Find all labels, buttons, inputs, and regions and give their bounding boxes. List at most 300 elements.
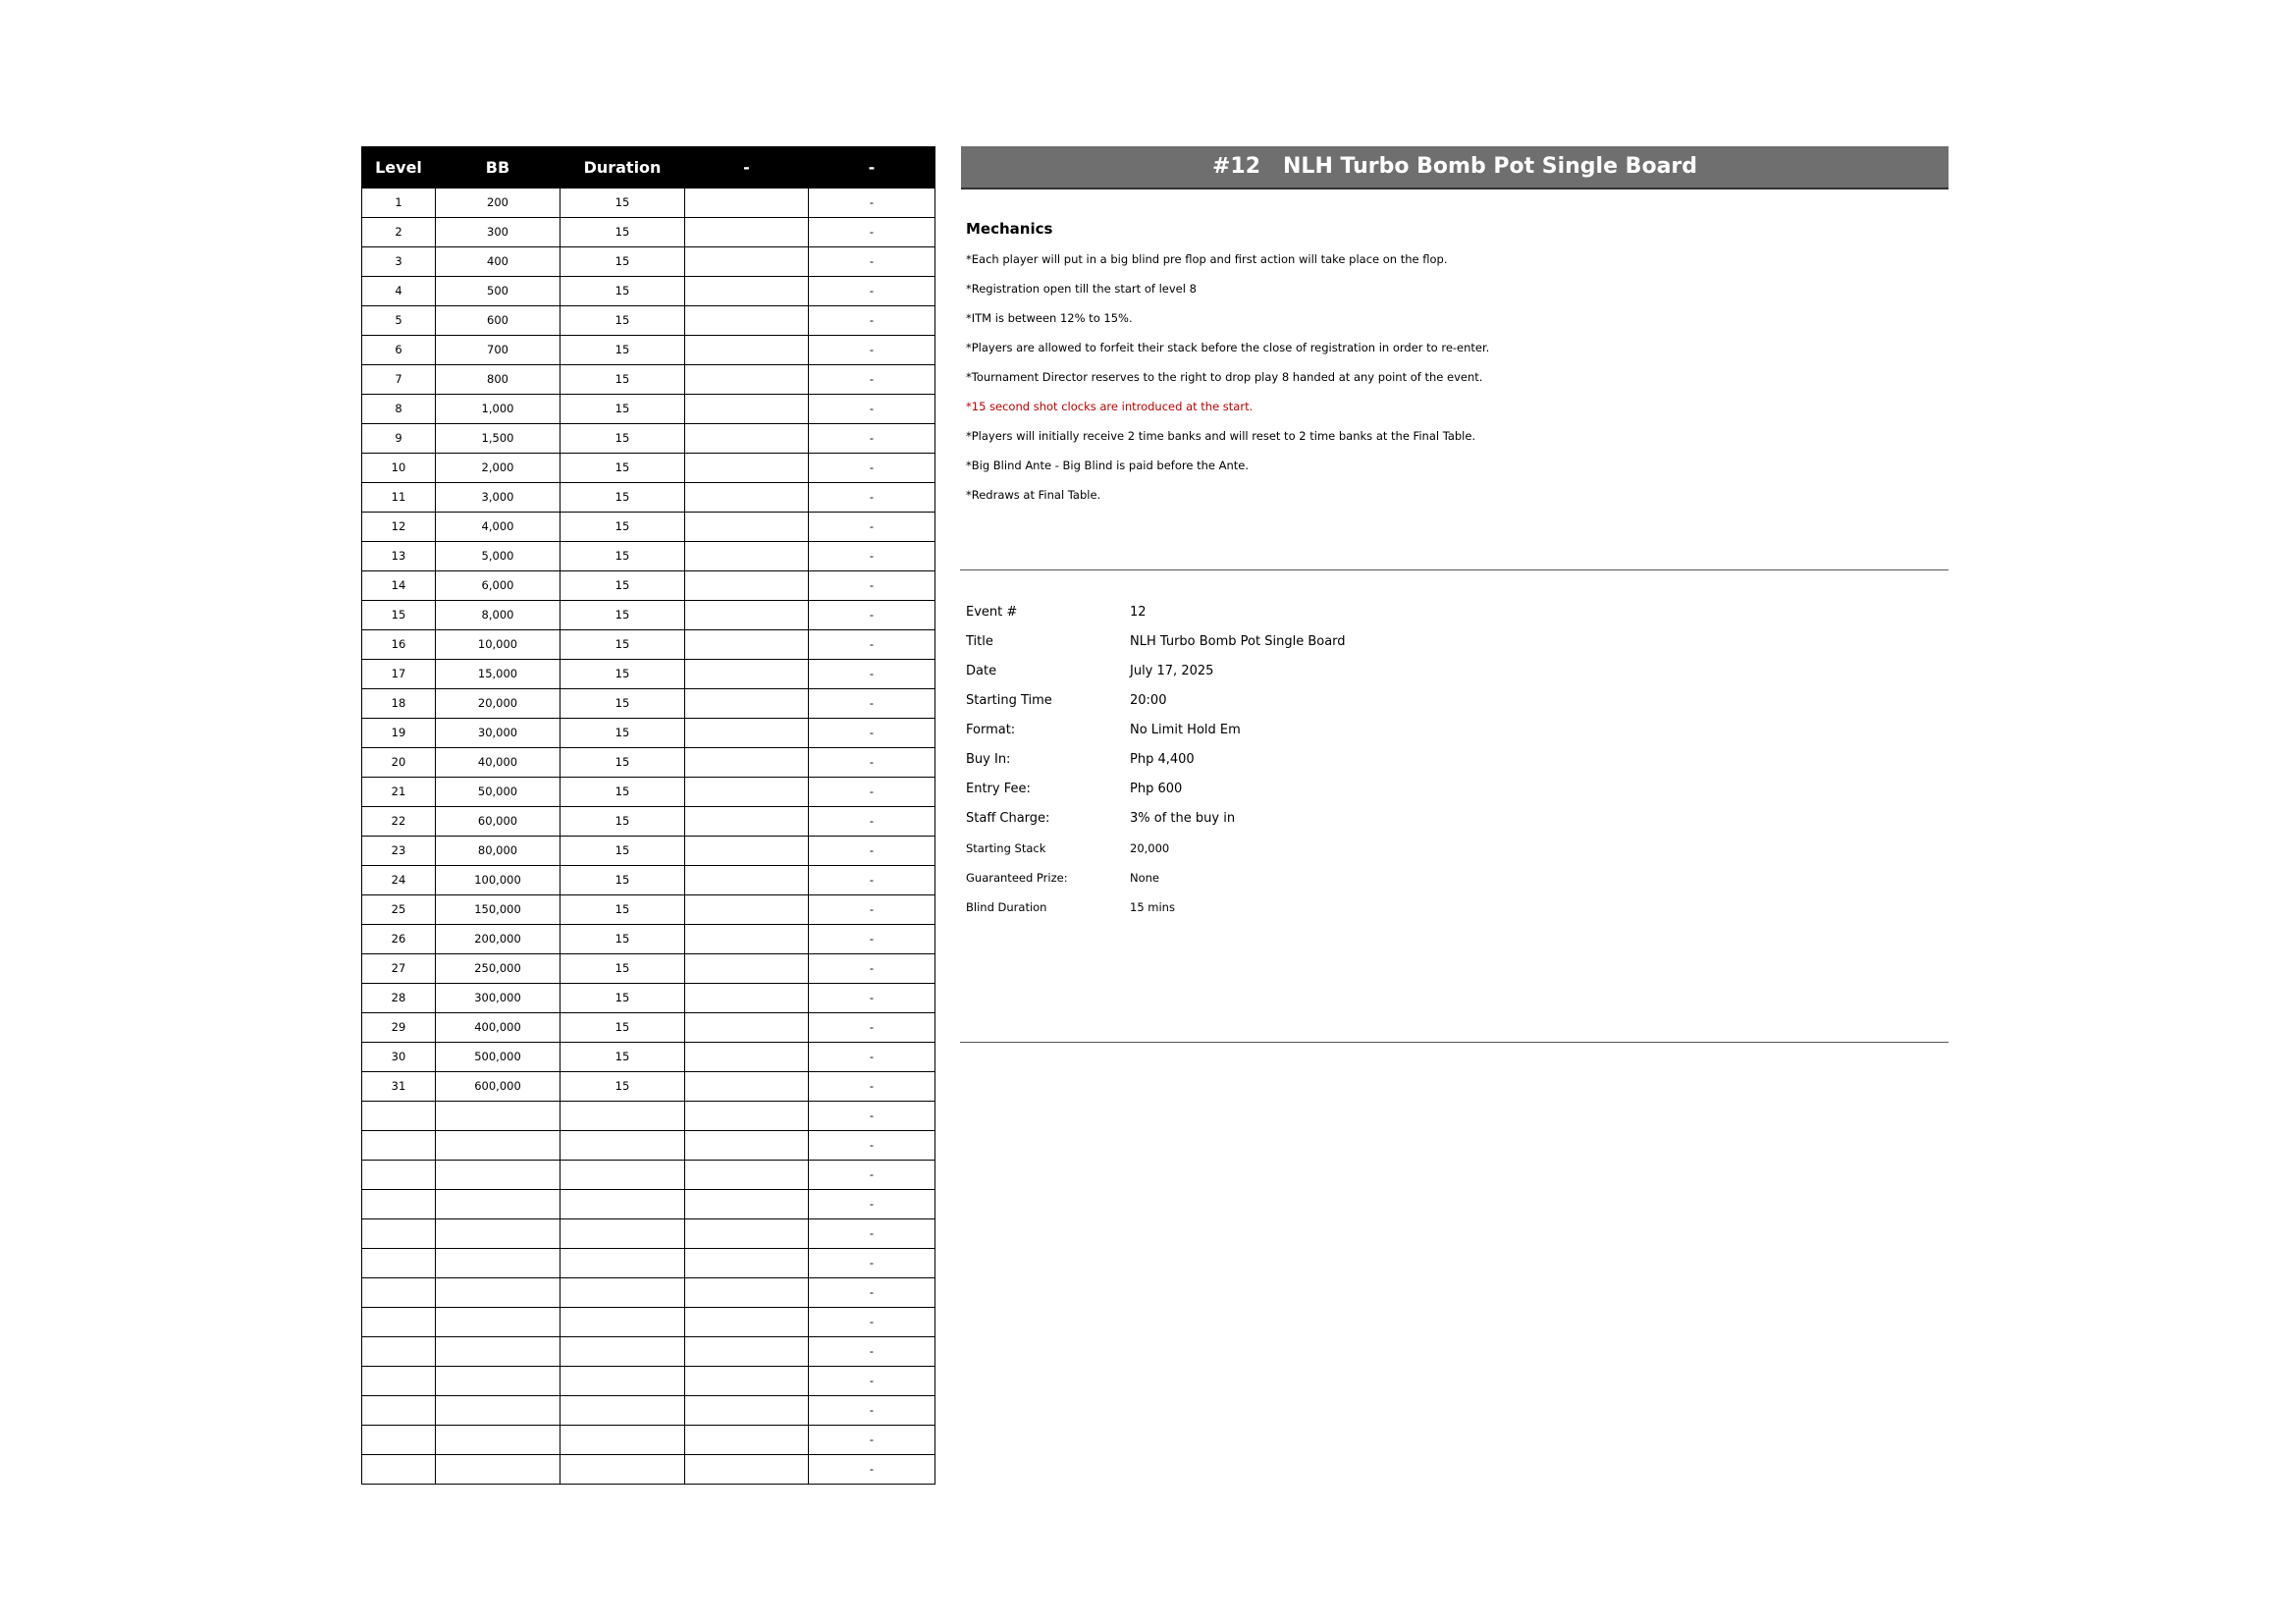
- header-col5: -: [809, 147, 935, 189]
- table-row: [362, 630, 935, 660]
- col4-cell: [685, 1278, 809, 1308]
- detail-value: Php 600: [1130, 782, 1183, 796]
- col5-cell: -: [809, 895, 935, 925]
- detail-row: [966, 840, 1346, 870]
- col5-cell: -: [809, 660, 935, 689]
- col4-cell: [685, 1455, 809, 1485]
- col4-cell: [685, 395, 809, 424]
- table-row: [362, 1426, 935, 1455]
- duration-cell: [561, 1367, 685, 1396]
- table-row: [362, 954, 935, 984]
- col5-cell: -: [809, 1249, 935, 1278]
- bb-cell: 150,000: [436, 895, 561, 925]
- bb-cell: 50,000: [436, 778, 561, 807]
- col4-cell: [685, 1161, 809, 1190]
- col4-cell: [685, 689, 809, 719]
- col5-cell: -: [809, 748, 935, 778]
- duration-cell: 15: [561, 895, 685, 925]
- level-cell: 21: [362, 778, 436, 807]
- detail-label: Starting Stack: [966, 841, 1046, 855]
- mechanics-heading: Mechanics: [966, 220, 1053, 238]
- duration-cell: 15: [561, 454, 685, 483]
- duration-cell: [561, 1131, 685, 1161]
- bb-cell: 200: [436, 189, 561, 218]
- detail-label: Event #: [966, 605, 1018, 620]
- col4-cell: [685, 984, 809, 1013]
- bb-cell: 30,000: [436, 719, 561, 748]
- col5-cell: -: [809, 954, 935, 984]
- duration-cell: 15: [561, 748, 685, 778]
- col4-cell: [685, 189, 809, 218]
- table-row: [362, 1013, 935, 1043]
- level-cell: [362, 1337, 436, 1367]
- col5-cell: -: [809, 601, 935, 630]
- header-level: Level: [362, 147, 436, 189]
- col4-cell: [685, 807, 809, 837]
- col4-cell: [685, 660, 809, 689]
- table-row: [362, 483, 935, 513]
- duration-cell: 15: [561, 601, 685, 630]
- level-cell: 30: [362, 1043, 436, 1072]
- detail-label: Blind Duration: [966, 900, 1047, 914]
- table-row: [362, 601, 935, 630]
- duration-cell: 15: [561, 189, 685, 218]
- mechanics-item: *Registration open till the start of level 8: [966, 282, 1197, 296]
- level-cell: 10: [362, 454, 436, 483]
- col4-cell: [685, 1013, 809, 1043]
- duration-cell: 15: [561, 925, 685, 954]
- bb-cell: [436, 1396, 561, 1426]
- col5-cell: -: [809, 778, 935, 807]
- level-cell: 7: [362, 365, 436, 395]
- table-row: [362, 807, 935, 837]
- col5-cell: -: [809, 1102, 935, 1131]
- detail-row: [966, 634, 1346, 664]
- duration-cell: 15: [561, 483, 685, 513]
- duration-cell: 15: [561, 954, 685, 984]
- duration-cell: [561, 1219, 685, 1249]
- detail-row: [966, 752, 1346, 782]
- level-cell: 24: [362, 866, 436, 895]
- duration-cell: 15: [561, 1072, 685, 1102]
- table-row: [362, 1072, 935, 1102]
- col5-cell: -: [809, 189, 935, 218]
- table-row: [362, 1278, 935, 1308]
- level-cell: 15: [362, 601, 436, 630]
- level-cell: 25: [362, 895, 436, 925]
- table-row: [362, 189, 935, 218]
- table-row: [362, 866, 935, 895]
- level-cell: [362, 1190, 436, 1219]
- table-row: [362, 306, 935, 336]
- col5-cell: -: [809, 1161, 935, 1190]
- level-cell: 19: [362, 719, 436, 748]
- col5-cell: -: [809, 454, 935, 483]
- col5-cell: -: [809, 247, 935, 277]
- col4-cell: [685, 895, 809, 925]
- bb-cell: 100,000: [436, 866, 561, 895]
- table-row: [362, 277, 935, 306]
- level-cell: [362, 1102, 436, 1131]
- col4-cell: [685, 336, 809, 365]
- bb-cell: 800: [436, 365, 561, 395]
- mechanics-item: *Each player will put in a big blind pre flop and first action will take place on the flop.: [966, 252, 1448, 266]
- level-cell: [362, 1426, 436, 1455]
- col4-cell: [685, 1043, 809, 1072]
- detail-row: [966, 605, 1346, 634]
- col4-cell: [685, 778, 809, 807]
- bb-cell: [436, 1131, 561, 1161]
- blind-structure-table: [361, 146, 935, 1485]
- level-cell: 4: [362, 277, 436, 306]
- detail-label: Entry Fee:: [966, 782, 1031, 796]
- col4-cell: [685, 954, 809, 984]
- event-details: [966, 605, 1346, 929]
- table-row: [362, 925, 935, 954]
- table-row: [362, 1455, 935, 1485]
- col4-cell: [685, 542, 809, 571]
- level-cell: 6: [362, 336, 436, 365]
- duration-cell: 15: [561, 630, 685, 660]
- header-col4: -: [685, 147, 809, 189]
- col5-cell: -: [809, 1131, 935, 1161]
- col4-cell: [685, 1308, 809, 1337]
- bb-cell: 60,000: [436, 807, 561, 837]
- col5-cell: -: [809, 542, 935, 571]
- table-row: [362, 1249, 935, 1278]
- col4-cell: [685, 454, 809, 483]
- duration-cell: [561, 1426, 685, 1455]
- bb-cell: 6,000: [436, 571, 561, 601]
- detail-value: 20:00: [1130, 693, 1167, 708]
- level-cell: 8: [362, 395, 436, 424]
- level-cell: 26: [362, 925, 436, 954]
- level-cell: [362, 1278, 436, 1308]
- col5-cell: -: [809, 807, 935, 837]
- bb-cell: 80,000: [436, 837, 561, 866]
- level-cell: 1: [362, 189, 436, 218]
- col5-cell: -: [809, 395, 935, 424]
- detail-row: [966, 870, 1346, 899]
- duration-cell: 15: [561, 247, 685, 277]
- detail-row: [966, 899, 1346, 929]
- duration-cell: 15: [561, 277, 685, 306]
- level-cell: [362, 1308, 436, 1337]
- col4-cell: [685, 748, 809, 778]
- table-row: [362, 1219, 935, 1249]
- bb-cell: [436, 1367, 561, 1396]
- mechanics-item: *Players are allowed to forfeit their stack before the close of registration in order to re-enter.: [966, 341, 1490, 354]
- col5-cell: -: [809, 365, 935, 395]
- bb-cell: 4,000: [436, 513, 561, 542]
- col5-cell: -: [809, 1308, 935, 1337]
- col5-cell: -: [809, 1219, 935, 1249]
- col5-cell: -: [809, 1043, 935, 1072]
- level-cell: [362, 1131, 436, 1161]
- table-row: [362, 218, 935, 247]
- bb-cell: 500,000: [436, 1043, 561, 1072]
- bb-cell: 8,000: [436, 601, 561, 630]
- header-duration: Duration: [561, 147, 685, 189]
- level-cell: 31: [362, 1072, 436, 1102]
- table-row: [362, 895, 935, 925]
- detail-value: NLH Turbo Bomb Pot Single Board: [1130, 634, 1346, 649]
- level-cell: 22: [362, 807, 436, 837]
- bb-cell: 250,000: [436, 954, 561, 984]
- col4-cell: [685, 1072, 809, 1102]
- table-row: [362, 689, 935, 719]
- level-cell: 29: [362, 1013, 436, 1043]
- table-row: [362, 719, 935, 748]
- duration-cell: 15: [561, 513, 685, 542]
- level-cell: 27: [362, 954, 436, 984]
- col4-cell: [685, 218, 809, 247]
- detail-label: Starting Time: [966, 693, 1052, 708]
- level-cell: [362, 1396, 436, 1426]
- detail-value: None: [1130, 871, 1160, 885]
- table-row: [362, 778, 935, 807]
- bb-cell: [436, 1249, 561, 1278]
- col5-cell: -: [809, 1367, 935, 1396]
- col4-cell: [685, 719, 809, 748]
- col4-cell: [685, 277, 809, 306]
- level-cell: 12: [362, 513, 436, 542]
- duration-cell: 15: [561, 395, 685, 424]
- level-cell: 5: [362, 306, 436, 336]
- bb-cell: 200,000: [436, 925, 561, 954]
- table-row: [362, 1043, 935, 1072]
- col4-cell: [685, 1367, 809, 1396]
- col5-cell: -: [809, 1190, 935, 1219]
- bb-cell: 600: [436, 306, 561, 336]
- level-cell: [362, 1161, 436, 1190]
- level-cell: 16: [362, 630, 436, 660]
- level-cell: 18: [362, 689, 436, 719]
- duration-cell: 15: [561, 571, 685, 601]
- bb-cell: 300,000: [436, 984, 561, 1013]
- col5-cell: -: [809, 925, 935, 954]
- detail-value: 20,000: [1130, 841, 1170, 855]
- bb-cell: [436, 1219, 561, 1249]
- detail-label: Date: [966, 664, 997, 678]
- col5-cell: -: [809, 424, 935, 454]
- col4-cell: [685, 601, 809, 630]
- col5-cell: -: [809, 513, 935, 542]
- col5-cell: -: [809, 571, 935, 601]
- level-cell: 14: [362, 571, 436, 601]
- table-row: [362, 1396, 935, 1426]
- detail-value: 12: [1130, 605, 1147, 620]
- col4-cell: [685, 925, 809, 954]
- duration-cell: [561, 1455, 685, 1485]
- duration-cell: [561, 1249, 685, 1278]
- col5-cell: -: [809, 630, 935, 660]
- table-row: [362, 1161, 935, 1190]
- table-row: [362, 336, 935, 365]
- col5-cell: -: [809, 483, 935, 513]
- bb-cell: 15,000: [436, 660, 561, 689]
- level-cell: [362, 1367, 436, 1396]
- col5-cell: -: [809, 866, 935, 895]
- detail-label: Guaranteed Prize:: [966, 871, 1068, 885]
- col5-cell: -: [809, 719, 935, 748]
- bb-cell: 2,000: [436, 454, 561, 483]
- col5-cell: -: [809, 1278, 935, 1308]
- detail-row: [966, 782, 1346, 811]
- divider: [960, 569, 1949, 570]
- table-row: [362, 424, 935, 454]
- col5-cell: -: [809, 1072, 935, 1102]
- duration-cell: [561, 1161, 685, 1190]
- table-row: [362, 660, 935, 689]
- bb-cell: [436, 1308, 561, 1337]
- bb-cell: 5,000: [436, 542, 561, 571]
- mechanics-item: *ITM is between 12% to 15%.: [966, 311, 1133, 325]
- level-cell: [362, 1219, 436, 1249]
- table-row: [362, 247, 935, 277]
- duration-cell: [561, 1337, 685, 1367]
- detail-value: No Limit Hold Em: [1130, 723, 1241, 737]
- duration-cell: 15: [561, 719, 685, 748]
- level-cell: 2: [362, 218, 436, 247]
- bb-cell: 500: [436, 277, 561, 306]
- table-row: [362, 454, 935, 483]
- col4-cell: [685, 483, 809, 513]
- duration-cell: 15: [561, 336, 685, 365]
- col4-cell: [685, 1426, 809, 1455]
- bb-cell: [436, 1102, 561, 1131]
- duration-cell: [561, 1190, 685, 1219]
- duration-cell: 15: [561, 1013, 685, 1043]
- duration-cell: 15: [561, 807, 685, 837]
- level-cell: 3: [362, 247, 436, 277]
- level-cell: 20: [362, 748, 436, 778]
- detail-label: Buy In:: [966, 752, 1011, 767]
- mechanics-item: *15 second shot clocks are introduced at the start.: [966, 400, 1254, 413]
- detail-value: July 17, 2025: [1130, 664, 1214, 678]
- table-row: [362, 984, 935, 1013]
- level-cell: 23: [362, 837, 436, 866]
- col4-cell: [685, 630, 809, 660]
- bb-cell: 1,500: [436, 424, 561, 454]
- detail-row: [966, 693, 1346, 723]
- table-row: [362, 1308, 935, 1337]
- table-row: [362, 513, 935, 542]
- divider: [960, 1042, 1949, 1043]
- col4-cell: [685, 365, 809, 395]
- duration-cell: 15: [561, 542, 685, 571]
- col5-cell: -: [809, 1455, 935, 1485]
- bb-cell: 600,000: [436, 1072, 561, 1102]
- duration-cell: 15: [561, 306, 685, 336]
- level-cell: 13: [362, 542, 436, 571]
- col5-cell: -: [809, 218, 935, 247]
- bb-cell: [436, 1337, 561, 1367]
- bb-cell: 400,000: [436, 1013, 561, 1043]
- mechanics-item: *Tournament Director reserves to the right to drop play 8 handed at any point of the event.: [966, 370, 1483, 384]
- col4-cell: [685, 1190, 809, 1219]
- mechanics-list: [966, 251, 1489, 516]
- bb-cell: 700: [436, 336, 561, 365]
- table-row: [362, 1190, 935, 1219]
- table-row: [362, 542, 935, 571]
- col4-cell: [685, 837, 809, 866]
- col4-cell: [685, 306, 809, 336]
- table-row: [362, 1367, 935, 1396]
- table-row: [362, 395, 935, 424]
- level-cell: 9: [362, 424, 436, 454]
- duration-cell: [561, 1308, 685, 1337]
- col5-cell: -: [809, 277, 935, 306]
- bb-cell: [436, 1190, 561, 1219]
- bb-cell: 40,000: [436, 748, 561, 778]
- col4-cell: [685, 866, 809, 895]
- detail-label: Format:: [966, 723, 1016, 737]
- col4-cell: [685, 513, 809, 542]
- duration-cell: 15: [561, 778, 685, 807]
- col4-cell: [685, 571, 809, 601]
- detail-value: Php 4,400: [1130, 752, 1195, 767]
- event-title-banner: #12 NLH Turbo Bomb Pot Single Board: [961, 146, 1949, 189]
- bb-cell: 300: [436, 218, 561, 247]
- col4-cell: [685, 1102, 809, 1131]
- bb-cell: 1,000: [436, 395, 561, 424]
- duration-cell: [561, 1102, 685, 1131]
- level-cell: [362, 1455, 436, 1485]
- col5-cell: -: [809, 336, 935, 365]
- duration-cell: 15: [561, 837, 685, 866]
- table-row: [362, 1131, 935, 1161]
- col4-cell: [685, 424, 809, 454]
- duration-cell: 15: [561, 1043, 685, 1072]
- level-cell: [362, 1249, 436, 1278]
- col5-cell: -: [809, 1337, 935, 1367]
- bb-cell: [436, 1426, 561, 1455]
- mechanics-item: *Players will initially receive 2 time banks and will reset to 2 time banks at the Final Table.: [966, 429, 1476, 443]
- detail-value: 3% of the buy in: [1130, 811, 1236, 826]
- detail-row: [966, 723, 1346, 752]
- col5-cell: -: [809, 1426, 935, 1455]
- level-cell: 17: [362, 660, 436, 689]
- col4-cell: [685, 1219, 809, 1249]
- detail-row: [966, 811, 1346, 840]
- header-bb: BB: [436, 147, 561, 189]
- duration-cell: 15: [561, 365, 685, 395]
- duration-cell: [561, 1278, 685, 1308]
- col5-cell: -: [809, 306, 935, 336]
- bb-cell: 3,000: [436, 483, 561, 513]
- bb-cell: [436, 1455, 561, 1485]
- bb-cell: 10,000: [436, 630, 561, 660]
- duration-cell: 15: [561, 866, 685, 895]
- duration-cell: 15: [561, 689, 685, 719]
- table-body: [362, 189, 935, 1485]
- col5-cell: -: [809, 689, 935, 719]
- detail-label: Staff Charge:: [966, 811, 1050, 826]
- table-row: [362, 365, 935, 395]
- table-row: [362, 837, 935, 866]
- col5-cell: -: [809, 1396, 935, 1426]
- bb-cell: 20,000: [436, 689, 561, 719]
- level-cell: 11: [362, 483, 436, 513]
- col4-cell: [685, 247, 809, 277]
- bb-cell: [436, 1278, 561, 1308]
- table-row: [362, 1337, 935, 1367]
- bb-cell: [436, 1161, 561, 1190]
- col5-cell: -: [809, 984, 935, 1013]
- detail-value: 15 mins: [1130, 900, 1175, 914]
- duration-cell: [561, 1396, 685, 1426]
